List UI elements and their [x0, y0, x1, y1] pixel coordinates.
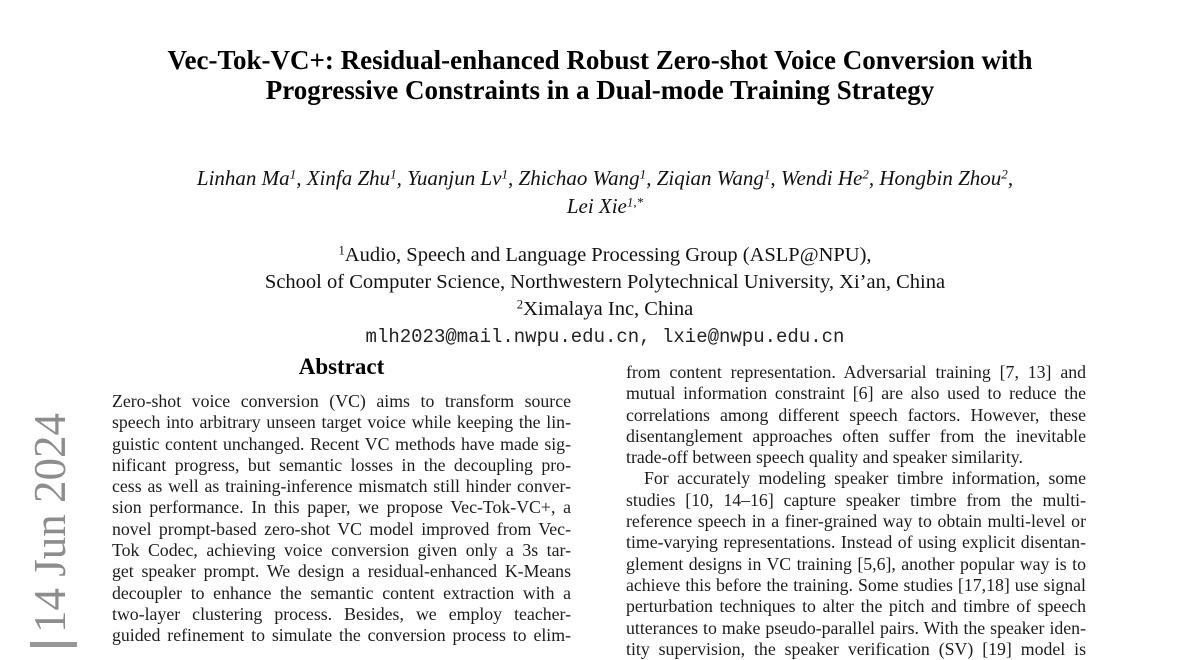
text-line: from content representation. Adversarial training [7, 13] and: [626, 362, 1086, 382]
author-name: Zhichao Wang: [518, 166, 640, 190]
paper-title-line-2: Progressive Constraints in a Dual-mode Training Strategy: [265, 75, 935, 105]
author-affiliation-superscript: 1: [763, 166, 771, 182]
author-affiliation-superscript: 2: [862, 166, 869, 182]
text-line: mutual information constraint [6] are also used to reduce the: [626, 383, 1086, 404]
affiliation-line: $^1$Audio, Speech and Language Processing Group (ASLP@NPU),: [338, 243, 872, 266]
text-line: reference speech in a finer-grained way to obtain multi-level or: [626, 511, 1086, 532]
author-affiliation-superscript: 1: [390, 166, 397, 182]
left-column: [112, 354, 571, 647]
text-line: sion performance. In this paper, we propose Vec-Tok-VC+, a: [112, 497, 571, 518]
abstract-body: [112, 391, 571, 647]
text-line: utterances to make pseudo-parallel pairs. With the speaker iden-: [626, 617, 1086, 638]
paper-title-line-1: Vec-Tok-VC+: Residual-enhanced Robust Zero-shot Voice Conversion with: [167, 45, 1033, 75]
author-affiliation-superscript: 2: [1001, 166, 1008, 182]
author-name: Lei Xie: [566, 194, 627, 218]
text-line: guistic content unchanged. Recent VC methods have made sig-: [112, 433, 571, 454]
authors-line-1: Linhan Ma$^1$, Xinfa Zhu$^1$, Yuanjun Lv$^1$, Zhichao Wang$^1$, Ziqian Wang$^1$, Wendi He$^2$, Hongbin Zhou$^2$,: [196, 166, 1014, 190]
authors-line-2: [60, 192, 1150, 220]
author-affiliation-superscript: 1: [289, 166, 297, 182]
watermark-clipped-glyph: [30, 642, 77, 647]
paper-title: [0, 45, 1200, 105]
text-line: decoupler to enhance the semantic content extraction with a: [112, 582, 571, 603]
text-line: For accurately modeling speaker timbre information, some: [644, 468, 1086, 489]
text-line: studies [10, 14–16] capture speaker timbre from the multi-: [626, 489, 1086, 510]
affiliation-line: $^2$Ximalaya Inc, China: [516, 297, 694, 320]
author-affiliation-superscript: 1,*: [626, 194, 644, 210]
text-line: Tok Codec, achieving voice conversion given only a 3s tar-: [112, 540, 571, 561]
author-name: Ziqian Wang: [656, 166, 764, 190]
text-line: glement designs in VC training [5,6], another popular way is to: [626, 553, 1086, 574]
text-line: perturbation techniques to alter the pitch and timbre of speech: [626, 596, 1086, 617]
text-line: speech into arbitrary unseen target voice while keeping the lin-: [112, 412, 571, 433]
affiliation-line: School of Computer Science, Northwestern Polytechnical University, Xi’an, China: [264, 271, 946, 293]
affiliation-superscript: 2: [516, 297, 524, 312]
introduction-body: [626, 362, 1086, 660]
author-name: Wendi He: [780, 166, 863, 190]
author-list: [60, 164, 1150, 220]
text-line: trade-off between speech quality and speaker similarity.: [626, 447, 1023, 468]
author-name: Hongbin Zhou: [879, 166, 1002, 190]
text-line: cess as well as training-inference mismatch still hinder conver-: [112, 476, 571, 497]
text-line: correlations among different speech factors. However, these: [626, 404, 1086, 425]
author-name: Linhan Ma: [196, 166, 290, 190]
text-line: time-varying representations. Instead of using explicit disentan-: [626, 532, 1086, 553]
text-line: nificant progress, but semantic losses in the decoupling pro-: [112, 454, 571, 475]
text-line: disentanglement approaches often suffer from the inevitable: [626, 425, 1086, 446]
text-line: novel prompt-based zero-shot VC model improved from Vec-: [112, 518, 571, 539]
text-line: achieve this before the training. Some studies [17,18] use signal: [626, 574, 1086, 595]
affiliations: [60, 242, 1150, 323]
right-column: [626, 362, 1086, 660]
text-line: tity supervision, the speaker verification (SV) [19] model is: [626, 638, 1086, 659]
author-name: Yuanjun Lv: [407, 166, 502, 190]
author-emails: mlh2023@mail.nwpu.edu.cn, lxie@nwpu.edu.cn: [365, 326, 845, 348]
text-line: get speaker prompt. We design a residual-enhanced K-Means: [112, 561, 571, 582]
text-line: two-layer clustering process. Besides, we employ teacher-: [112, 603, 571, 624]
affiliation-superscript: 1: [338, 243, 345, 258]
arxiv-date-watermark: 14 Jun 2024: [25, 412, 75, 633]
text-line: Zero-shot voice conversion (VC) aims to transform source: [112, 391, 571, 411]
author-affiliation-superscript: 1: [639, 166, 647, 182]
author-affiliation-superscript: 1: [501, 166, 509, 182]
text-line: guided refinement to simulate the conversion process to elim-: [112, 625, 571, 646]
author-name: Xinfa Zhu: [306, 166, 391, 190]
abstract-heading: Abstract: [298, 354, 385, 379]
